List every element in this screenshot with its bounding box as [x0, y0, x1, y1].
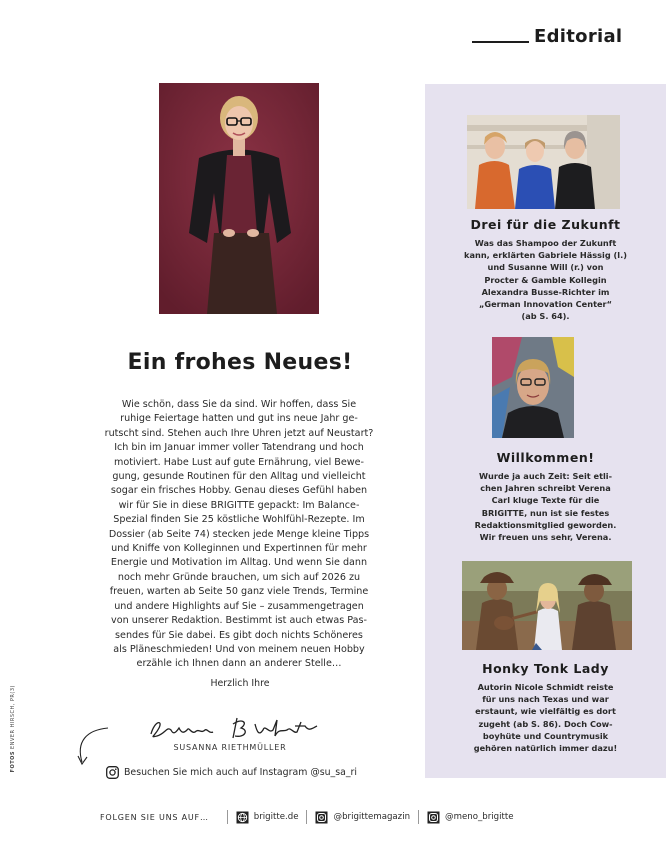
footer-link-meno-brigitte[interactable]: [427, 811, 514, 824]
sidebar-text-honky-tonk: [443, 681, 648, 754]
team-photo-illustration: [467, 115, 620, 209]
body-line: und andere Highlights auf Sie – zusammengetragen: [114, 600, 364, 612]
sidebar-line: gehören natürlich immer dazu!: [473, 743, 618, 754]
sidebar-title-willkommen: Willkommen!: [496, 450, 595, 465]
sidebar-line: Was das Shampoo der Zukunft: [474, 238, 617, 248]
sidebar-line: kann, erklärten Gabriele Hässig (l.): [464, 250, 627, 261]
footer-divider: [418, 810, 419, 824]
signature-name: SUSANNA RIETHMÜLLER: [173, 743, 287, 752]
greeting: Herzlich Ihre: [210, 678, 270, 689]
body-line: noch mehr Gründe brauchen, um sich auf 2026 zu: [117, 571, 361, 583]
body-line: Wie schön, dass Sie da sind. Wir hoffen, dass Sie: [121, 399, 357, 410]
verena-photo: [492, 337, 574, 438]
sidebar-line: und Susanne Will (r.) von: [487, 262, 604, 273]
sidebar-text-willkommen: [443, 470, 648, 543]
sidebar-line: Wurde ja auch Zeit: Seit etli-: [478, 471, 613, 481]
sidebar-title-honky-tonk: Honky Tonk Lady: [482, 661, 609, 676]
photo-credit-label: FOTOS: [10, 751, 16, 773]
body-line: von unserer Redaktion. Bestimmt ist auch etwas Pas-: [111, 615, 367, 627]
footer-divider: [306, 810, 307, 824]
footer-label: FOLGEN SIE UNS AUF…: [100, 812, 209, 822]
body-line: erzähle ich Ihnen dann an anderer Stelle…: [136, 658, 342, 670]
footer-link-text: @brigittemagazin: [333, 812, 411, 822]
sidebar-text-zukunft: [443, 237, 648, 322]
globe-icon: [236, 811, 249, 824]
body-line: und Kniffe von Kolleginnen und Expertinnen für mehr: [111, 543, 367, 555]
body-line: rutscht sind. Stehen auch Ihre Uhren jetzt auf Neustart?: [104, 427, 374, 439]
photo-credit-text: ENVER HIRSCH, PR(3): [10, 685, 16, 749]
body-line: wir für Sie in diese BRIGITTE gepackt: Im Balance-: [118, 499, 360, 511]
body-line: motiviert. Habe Lust auf gute Ernährung, viel Bewe-: [114, 456, 364, 468]
sidebar-line: chen Jahren schreibt Verena: [480, 483, 611, 494]
sidebar-line: Autorin Nicole Schmidt reiste: [477, 682, 614, 692]
footer-link-brigittemagazin[interactable]: [315, 811, 410, 824]
instagram-cta-text: Besuchen Sie mich auch auf Instagram @su_sa_ri: [124, 767, 357, 778]
body-line: gung, gesunde Routinen für den Alltag und vielleicht: [112, 471, 366, 483]
sidebar-line: BRIGITTE, nun ist sie festes: [481, 507, 610, 518]
texas-photo: [462, 561, 632, 650]
portrait-illustration: [159, 83, 319, 314]
photo-credit: [10, 685, 16, 805]
instagram-cta[interactable]: [106, 766, 357, 779]
team-photo: [467, 115, 620, 209]
signature-graphic: [145, 712, 325, 744]
texas-photo-illustration: [462, 561, 632, 650]
sidebar-line: für uns nach Texas und war: [482, 694, 609, 705]
footer-link-text: @meno_brigitte: [445, 812, 514, 822]
header-rule: [472, 41, 529, 43]
body-line: ruhige Feiertage hatten und gut ins neue Jahr ge-: [120, 413, 358, 425]
sidebar-line: erstaunt, wie vielfältig es dort: [475, 706, 616, 717]
instagram-icon: [315, 811, 328, 824]
body-line: Dossier (ab Seite 74) stecken jede Menge kleine Tipps: [108, 528, 370, 540]
sidebar-panel: [425, 84, 666, 778]
editor-portrait: [159, 83, 319, 314]
body-line: sendes für Sie dabei. Es gibt doch nichts Schöneres: [115, 629, 363, 641]
sidebar-line: Alexandra Busse-Richter im: [481, 286, 610, 297]
verena-photo-illustration: [492, 337, 574, 438]
body-line: freuen, warten ab Seite 50 ganz viele Trends, Termine: [109, 586, 369, 598]
body-line: Spezial finden Sie 25 köstliche Wohlfühl-Rezepte. Im: [113, 514, 365, 526]
sidebar-line: zugeht (ab S. 86). Doch Cow-: [478, 718, 613, 729]
footer-social: [100, 810, 514, 824]
body-line: Energie und Motivation im Alltag. Und wenn Sie dann: [110, 557, 368, 569]
footer-divider: [227, 810, 228, 824]
body-line: sogar ein frisches Hobby. Genau dieses Gefühl haben: [110, 485, 368, 497]
sidebar-line: Wir freuen uns sehr, Verena.: [479, 532, 612, 543]
sidebar-line: boyhüte und Countrymusik: [482, 730, 609, 741]
sidebar-line: Redaktionsmitglied geworden.: [474, 519, 617, 530]
editorial-body: [98, 398, 380, 672]
instagram-icon: [427, 811, 440, 824]
editorial-headline: Ein frohes Neues!: [127, 350, 353, 375]
footer-link-text: brigitte.de: [253, 812, 299, 822]
instagram-icon: [106, 766, 119, 779]
sidebar-title-zukunft: Drei für die Zukunft: [470, 217, 621, 232]
body-line: Ich bin im Januar immer voller Tatendrang und hoch: [114, 442, 364, 454]
footer-link-website[interactable]: [236, 811, 299, 824]
body-line: als Pläneschmieden! Und von meinem neuen Hobby: [113, 643, 365, 655]
section-title: Editorial: [534, 26, 623, 47]
sidebar-line: (ab S. 64).: [521, 311, 570, 322]
sidebar-line: Carl kluge Texte für die: [491, 495, 600, 506]
sidebar-line: „German Innovation Center“: [479, 299, 612, 310]
sidebar-line: Procter & Gamble Kollegin: [484, 274, 607, 285]
